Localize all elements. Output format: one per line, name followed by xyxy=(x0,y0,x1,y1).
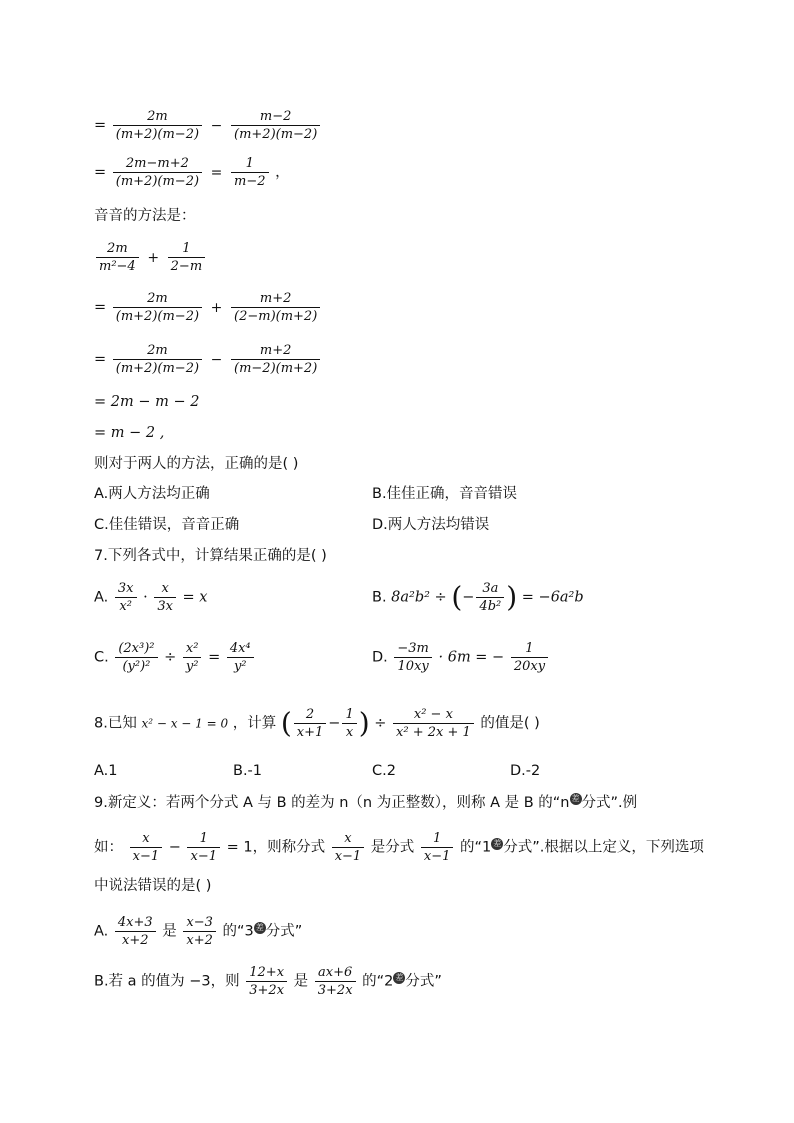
q9-line-3: 中说法错误的是( ) xyxy=(94,878,212,894)
q8-option-B[interactable]: B.-1 xyxy=(233,763,263,779)
q7-title: 7.下列各式中，计算结果正确的是( ) xyxy=(94,548,327,564)
q6-option-A[interactable]: A.两人方法均正确 xyxy=(94,486,210,502)
q7-option-B[interactable]: B. 8a²b² ÷ (− $\frac{3a}{\text{4b²}}$ ) = −6a²b xyxy=(372,580,584,614)
circle-mark-icon: 差 xyxy=(571,794,580,804)
equation-line-1: = $\frac{2m}{(m+2)(m-2)}$ − $\frac{m-2}{(m+2)(m-2)}$ xyxy=(94,108,322,143)
q8-option-A[interactable]: A.1 xyxy=(94,763,118,779)
equation-line-6: = 2m − m − 2 xyxy=(94,394,200,410)
yin-method-label: 音音的方法是： xyxy=(94,208,196,224)
equation-line-2: = $\frac{2m-m+2}{(m+2)(m-2)}$ = $\frac{1}{m-2}$ ， xyxy=(94,156,290,189)
q8-option-C[interactable]: C.2 xyxy=(372,763,396,779)
q8-option-D[interactable]: D.-2 xyxy=(510,763,541,779)
q9-line-2: 如： $\frac{x}{x-1}$ − $\frac{1}{x-1}$ = 1，则称分式 $\frac{x}{x-1}$ 是分式 $\frac{1}{x-1}$ 的“1 差 分式”.根据以上定义，下列选项 xyxy=(94,831,704,864)
q8-question: 8.已知 x² − x − 1 = 0 ，计算 ( $\frac{2}{x+1}$ − $\frac{1}{x}$ ) ÷ $\frac{\text{x² − x}}{\text{x² + 2x + 1}}$ 的值是( ) xyxy=(94,706,540,740)
q9-line-1: 9.新定义：若两个分式 A 与 B 的差为 n（n 为正整数），则称 A 是 B 的“n 差 分式”.例 xyxy=(94,794,638,811)
q9-option-A[interactable]: A. $\frac{4x+3}{x+2}$ 是 $\frac{x-3}{x+2}$ 的“3 差 分式” xyxy=(94,915,303,948)
circle-mark-icon: 差 xyxy=(255,922,264,932)
q6-option-B[interactable]: B.佳佳正确，音音错误 xyxy=(372,486,518,502)
q6-option-C[interactable]: C.佳佳错误，音音正确 xyxy=(94,517,240,533)
circle-mark-icon: 差 xyxy=(493,838,502,848)
equation-line-3: $\frac{2m}{\text{m²−4}}$ + $\frac{1}{2-m}$ xyxy=(94,240,207,275)
equation-line-7: = m − 2 , xyxy=(94,425,165,441)
q6-option-D[interactable]: D.两人方法均错误 xyxy=(372,517,490,533)
q6-question: 则对于两人的方法，正确的是( ) xyxy=(94,456,299,472)
circle-mark-icon: 差 xyxy=(395,972,404,982)
q7-option-C[interactable]: C. $\frac{\text{(2x³)²}}{\text{(y²)²}}$ ÷ $\frac{\text{x²}}{\text{y²}}$ = $\frac{\text{4x⁴}}{\text{y²}}$ xyxy=(94,640,256,675)
q7-option-A[interactable]: A. $\frac{3x}{\text{x²}}$ · $\frac{x}{3x}$ = x xyxy=(94,581,208,614)
equation-line-5: = $\frac{2m}{(m+2)(m-2)}$ − $\frac{m+2}{(m-2)(m+2)}$ xyxy=(94,342,322,377)
equation-line-4: = $\frac{2m}{(m+2)(m-2)}$ + $\frac{m+2}{(2-m)(m+2)}$ xyxy=(94,290,322,325)
q9-option-B[interactable]: B.若 a 的值为 −3，则 $\frac{12+x}{3+2x}$ 是 $\frac{ax+6}{3+2x}$ 的“2 差 分式” xyxy=(94,965,442,998)
q7-option-D[interactable]: D. $\frac{-3m}{10xy}$ · 6m = − $\frac{1}{20xy}$ xyxy=(372,640,550,675)
